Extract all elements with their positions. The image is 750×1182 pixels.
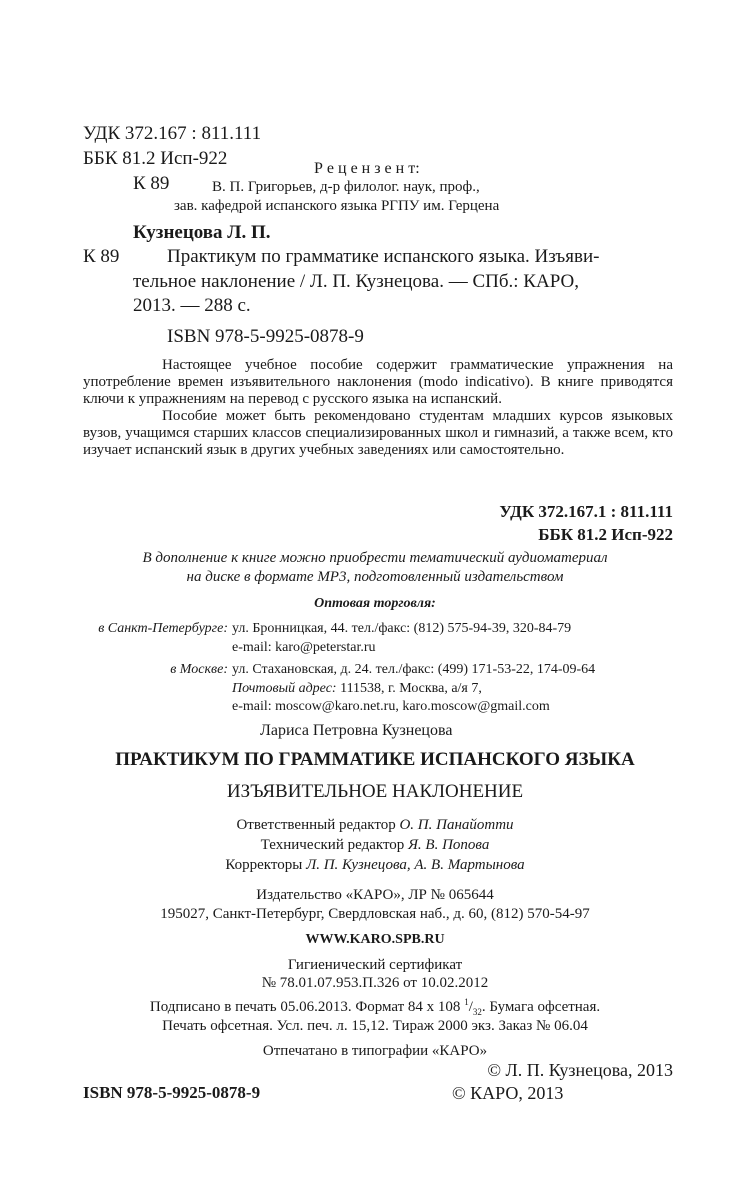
audio-note-line-2: на диске в формате МР3, подготовленный издательством <box>186 569 564 585</box>
author-sign: К 89 <box>133 173 170 194</box>
wholesale-heading: Оптовая торговля: <box>314 596 436 611</box>
bib-isbn: ISBN 978-5-9925-0878-9 <box>167 326 364 347</box>
reviewer-line-2: зав. кафедрой испанского языка РГПУ им. Герцена <box>174 198 500 214</box>
book-subtitle: ИЗЪЯВИТЕЛЬНОЕ НАКЛОНЕНИЕ <box>226 781 524 802</box>
format-numerator: 1 <box>464 997 469 1007</box>
spb-label: в Санкт-Петербурге: <box>98 621 228 636</box>
correctors <box>0 858 750 873</box>
technical-editor <box>0 838 750 853</box>
bib-author: Кузнецова Л. П. <box>133 222 271 243</box>
msk-postal-value: 111538, г. Москва, а/я 7, <box>340 681 482 696</box>
book-title: ПРАКТИКУМ ПО ГРАММАТИКЕ ИСПАНСКОГО ЯЗЫКА <box>115 749 635 770</box>
reviewer-heading: Р е ц е н з е н т: <box>314 160 420 177</box>
msk-postal <box>232 682 482 696</box>
responsible-editor <box>0 818 750 833</box>
print-details: Печать офсетная. Усл. печ. л. 15,12. Тираж 2000 экз. Заказ № 06.04 <box>162 1018 588 1034</box>
copyright-author: © Л. П. Кузнецова, 2013 <box>487 1060 673 1080</box>
annotation-paragraph-2: Пособие может быть рекомендовано студентам младших курсов языковых вузов, учащимся старших классов специализированных школ и гимназий, а также всем, кто изучает испанский язык в других учебных заведениях или самостоятельно. <box>83 408 673 458</box>
signed-for-print: Подписано в печать 05.06.2013. Формат 84 х 108 $^1/_{32}$. Бумага офсетная. <box>149 997 601 1017</box>
msk-email: e-mail: moscow@karo.net.ru, karo.moscow@gmail.com <box>232 699 550 714</box>
author-full-name: Лариса Петровна Кузнецова <box>260 722 453 739</box>
hygiene-cert-line-1: Гигиенический сертификат <box>287 957 463 973</box>
audio-note-line-1: В дополнение к книге можно приобрести тематический аудиоматериал <box>142 550 608 566</box>
bib-sign: К 89 <box>83 246 120 267</box>
website: WWW.KARO.SPB.RU <box>305 932 445 947</box>
msk-postal-label: Почтовый адрес: <box>232 681 337 696</box>
bib-line-3: 2013. — 288 с. <box>133 295 251 316</box>
publisher-address: 195027, Санкт-Петербург, Свердловская наб., д. 60, (812) 570-54-97 <box>160 906 590 922</box>
publisher-line: Издательство «КАРО», ЛР № 065644 <box>256 887 494 903</box>
printed-at: Отпечатано в типографии «КАРО» <box>262 1043 488 1059</box>
signed-for-print-post: . Бумага офсетная. <box>481 999 601 1015</box>
hygiene-cert-line-2: № 78.01.07.953.П.326 от 10.02.2012 <box>261 975 489 991</box>
technical-editor-name: Я. В. Попова <box>408 837 490 853</box>
spb-email: e-mail: karo@peterstar.ru <box>232 640 376 655</box>
copyright-publisher: © КАРО, 2013 <box>452 1083 564 1103</box>
bbk-code: ББК 81.2 Исп-922 <box>83 148 228 169</box>
technical-editor-label: Технический редактор <box>260 837 405 853</box>
udk-code-bottom: УДК 372.167.1 : 811.111 <box>499 502 673 521</box>
footer-isbn: ISBN 978-5-9925-0878-9 <box>83 1083 261 1102</box>
udk-code: УДК 372.167 : 811.111 <box>83 123 262 144</box>
format-denominator: 32 <box>472 1007 482 1017</box>
annotation-paragraph-1: Настоящее учебное пособие содержит грамматические упражнения на употребление времен изъявительного наклонения (modo indicativo). В книге приводятся ключи к упражнениям на перевод с русского языка на испанский. <box>83 357 673 407</box>
bib-line-2: тельное наклонение / Л. П. Кузнецова. — СПб.: КАРО, <box>133 271 579 292</box>
msk-address: ул. Стахановская, д. 24. тел./факс: (499) 171-53-22, 174-09-64 <box>232 662 596 677</box>
bbk-code-bottom: ББК 81.2 Исп-922 <box>538 525 673 544</box>
bib-line-1: Практикум по грамматике испанского языка. Изъяви- <box>167 246 600 267</box>
responsible-editor-name: О. П. Панайотти <box>399 817 514 833</box>
responsible-editor-label: Ответственный редактор <box>236 817 396 833</box>
spb-address: ул. Бронницкая, 44. тел./факс: (812) 575-94-39, 320-84-79 <box>232 621 572 636</box>
reviewer-line-1: В. П. Григорьев, д-р филолог. наук, проф., <box>212 179 480 195</box>
correctors-label: Корректоры <box>225 857 303 873</box>
correctors-names: Л. П. Кузнецова, А. В. Мартынова <box>306 857 525 873</box>
signed-for-print-pre: Подписано в печать 05.06.2013. Формат 84 х 108 <box>149 999 461 1015</box>
annotation <box>83 357 673 459</box>
msk-label: в Москве: <box>170 662 228 677</box>
